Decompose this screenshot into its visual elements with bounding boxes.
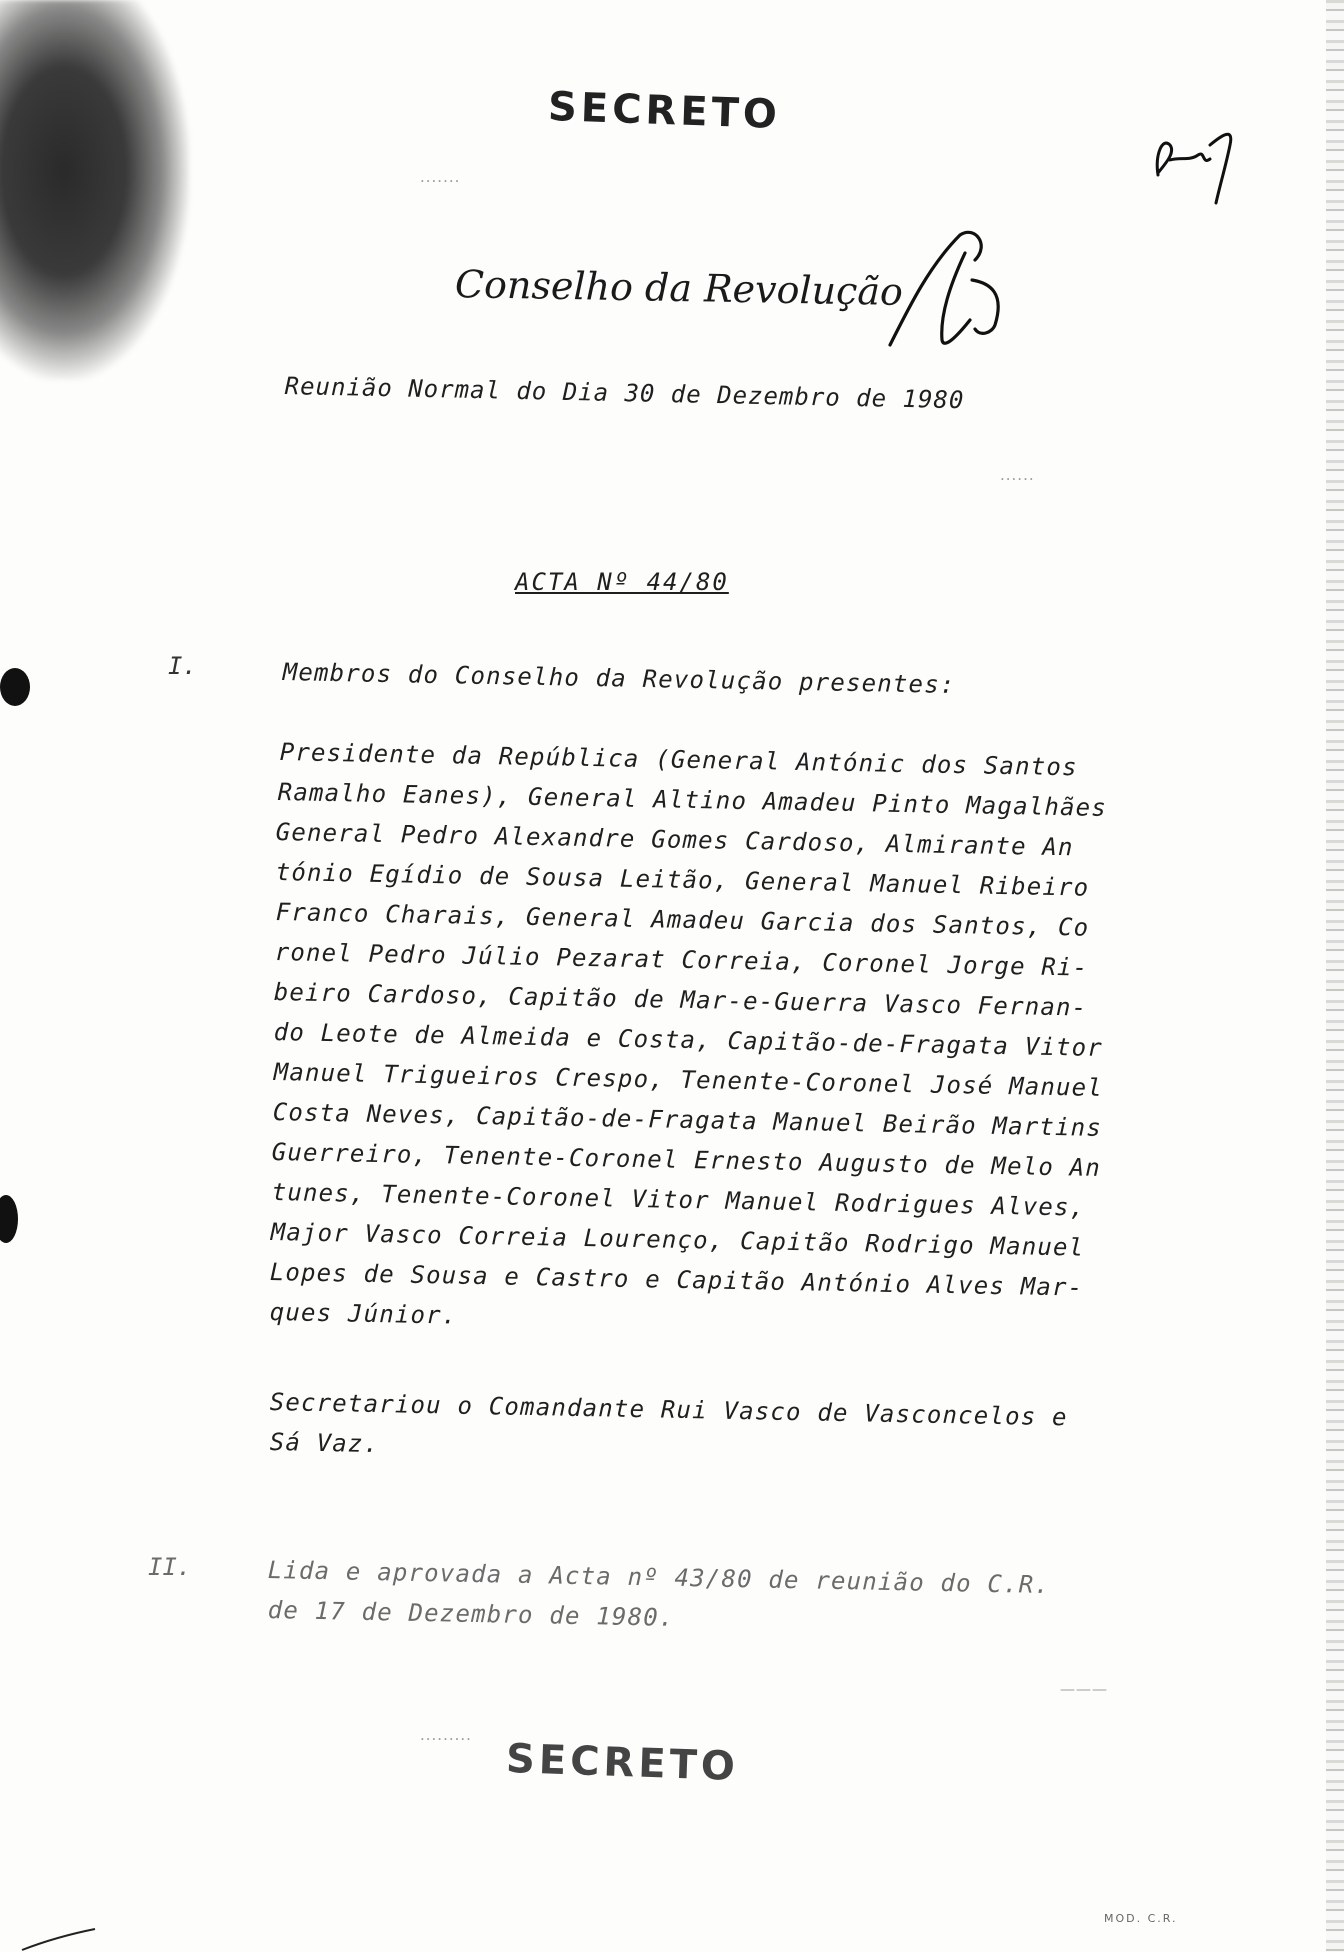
section-number: I. bbox=[168, 652, 197, 680]
member-line: Presidente da República (General Antónic dos Santos bbox=[279, 738, 1078, 782]
secret-stamp-bottom: SECRETO bbox=[505, 1735, 740, 1791]
faint-bleedthrough-text: ······· bbox=[420, 172, 461, 190]
pen-stroke-icon bbox=[20, 1925, 100, 1952]
member-line: beiro Cardoso, Capitão de Mar-e-Guerra Vasco Fernan- bbox=[273, 978, 1088, 1022]
section-heading: Membros do Conselho da Revolução presentes: bbox=[282, 658, 956, 699]
member-line: Major Vasco Correia Lourenço, Capitão Rodrigo Manuel bbox=[270, 1218, 1085, 1262]
member-line: Costa Neves, Capitão-de-Fragata Manuel Beirão Martins bbox=[272, 1098, 1103, 1142]
punch-hole-icon bbox=[0, 668, 30, 706]
approval-line: Lida e aprovada a Acta nº 43/80 de reunião do C.R. bbox=[267, 1556, 1051, 1600]
council-heading: Conselho da Revolução bbox=[454, 262, 904, 314]
member-line: tunes, Tenente-Coronel Vitor Manuel Rodrigues Alves, bbox=[271, 1178, 1086, 1222]
meeting-date-line: Reunião Normal do Dia 30 de Dezembro de 1980 bbox=[284, 372, 965, 415]
member-line: Franco Charais, General Amadeu Garcia dos Santos, Co bbox=[275, 898, 1090, 942]
acta-title: ACTA Nº 44/80 bbox=[515, 568, 729, 596]
faint-bleedthrough-text: ——— bbox=[1060, 1680, 1108, 1698]
faint-bleedthrough-text: ······ bbox=[1000, 470, 1035, 488]
punch-hole-icon bbox=[0, 1195, 18, 1243]
secretary-line: Secretariou o Comandante Rui Vasco de Vasconcelos e bbox=[269, 1388, 1068, 1432]
member-line: Manuel Trigueiros Crespo, Tenente-Coronel José Manuel bbox=[273, 1058, 1104, 1102]
member-line: tónio Egídio de Sousa Leitão, General Manuel Ribeiro bbox=[275, 858, 1090, 902]
member-line: Ramalho Eanes), General Altino Amadeu Pinto Magalhães bbox=[277, 778, 1108, 822]
signature-icon bbox=[880, 225, 1020, 355]
scan-smudge bbox=[0, 0, 190, 380]
secretary-line: Sá Vaz. bbox=[269, 1428, 380, 1459]
scan-edge-noise bbox=[1326, 0, 1344, 1952]
member-line: do Leote de Almeida e Costa, Capitão-de-Fragata Vitor bbox=[273, 1018, 1104, 1062]
secret-stamp-top: SECRETO bbox=[547, 83, 782, 139]
approval-line: de 17 de Dezembro de 1980. bbox=[267, 1596, 675, 1632]
member-line: Guerreiro, Tenente-Coronel Ernesto Augusto de Melo An bbox=[271, 1138, 1102, 1182]
member-line: ques Júnior. bbox=[269, 1298, 458, 1330]
section-number: II. bbox=[148, 1553, 192, 1581]
faint-bleedthrough-text: ········· bbox=[420, 1730, 472, 1748]
form-code: MOD. C.R. bbox=[1104, 1912, 1178, 1925]
member-line: Lopes de Sousa e Castro e Capitão António Alves Mar- bbox=[269, 1258, 1084, 1302]
handwritten-initials-icon bbox=[1150, 115, 1240, 210]
member-line: ronel Pedro Júlio Pezarat Correia, Coronel Jorge Ri- bbox=[274, 938, 1089, 982]
member-line: General Pedro Alexandre Gomes Cardoso, Almirante An bbox=[275, 818, 1074, 862]
